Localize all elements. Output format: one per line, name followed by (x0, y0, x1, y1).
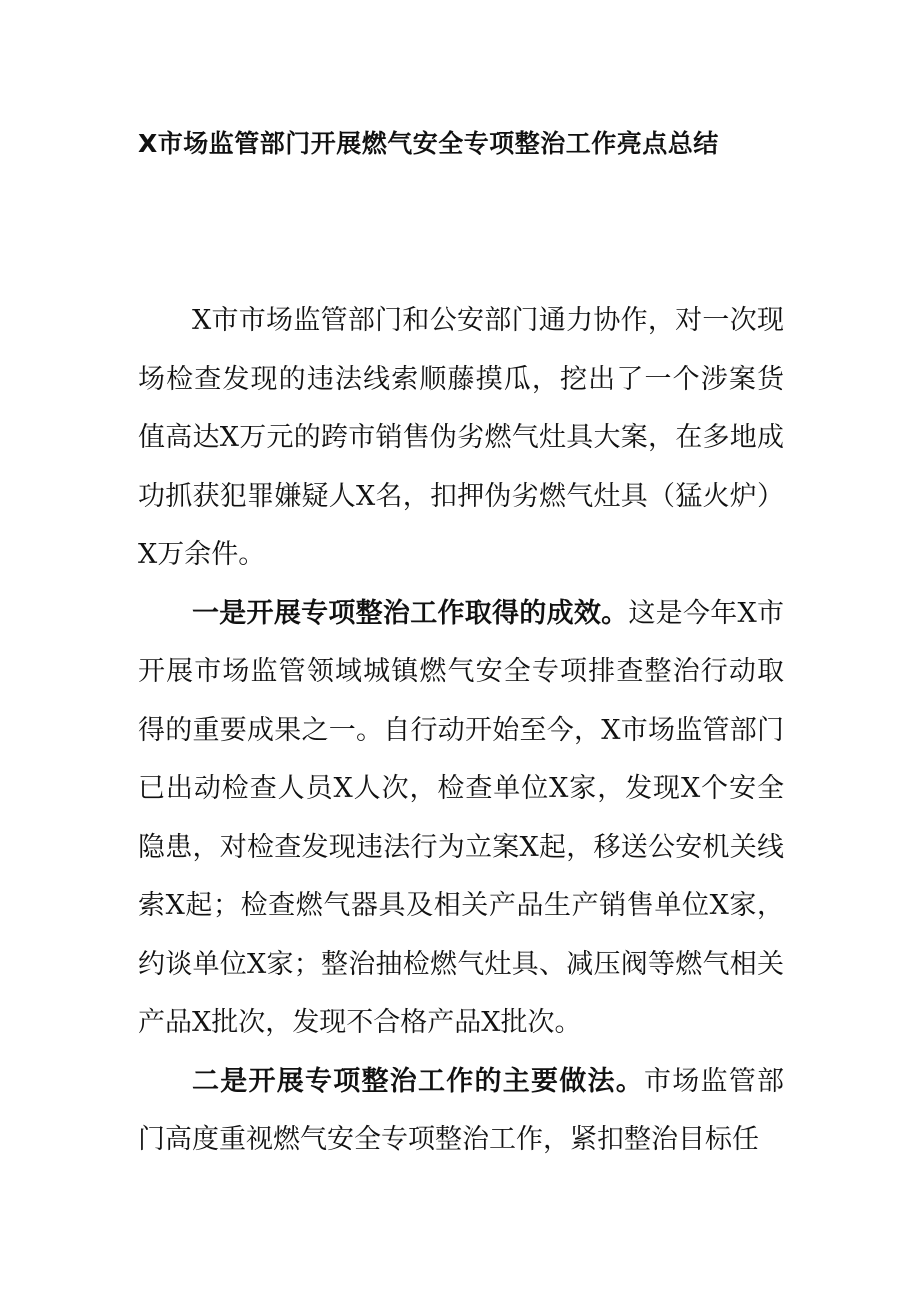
document-body (138, 292, 784, 1170)
paragraph-intro (138, 292, 784, 585)
paragraph-text: 这是今年X市开展市场监管领域城镇燃气安全专项排查整治行动取得的重要成果之一。自行动开始至今，X市场监管部门已出动检查人员X人次，检查单位X家，发现X个安全隐患，对检查发现违法行为立案X起，移送公安机关线索X起；检查燃气器具及相关产品生产销售单位X家，约谈单位X家；整治抽检燃气灶具、减压阀等燃气相关产品X批次，发现不合格产品X批次。 (138, 597, 785, 1038)
paragraph-achievements (138, 585, 784, 1053)
paragraph-text: 市场监管部门高度重视燃气安全专项整治工作，紧扣整治目标任 (138, 1065, 784, 1155)
paragraph-practices (138, 1053, 784, 1170)
paragraph-lead: 一是开展专项整治工作取得的成效。 (192, 597, 629, 629)
paragraph-lead: 二是开展专项整治工作的主要做法。 (192, 1065, 644, 1097)
document-title: X市场监管部门开展燃气安全专项整治工作亮点总结 (138, 129, 719, 158)
paragraph-text: X市市场监管部门和公安部门通力协作，对一次现场检查发现的违法线索顺藤摸瓜，挖出了一个涉案货值高达X万元的跨市销售伪劣燃气灶具大案，在多地成功抓获犯罪嫌疑人X名，扣押伪劣燃气灶具（猛火炉）X万余件。 (138, 305, 784, 570)
